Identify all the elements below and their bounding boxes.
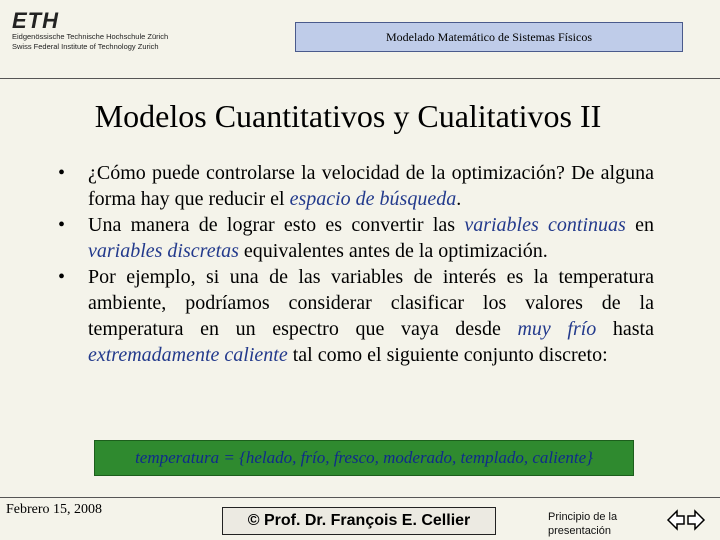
bullet-text: hasta <box>596 318 654 340</box>
slide-title: Modelos Cuantitativos y Cualitativos II <box>94 98 602 134</box>
bullet-dot: • <box>58 266 66 288</box>
bullet-dot: • <box>58 162 66 184</box>
copyright-text: © Prof. Dr. François E. Cellier <box>247 512 471 529</box>
emphasized-term: espacio de búsqueda <box>289 188 457 210</box>
footer-divider <box>0 497 720 498</box>
bullet-item <box>58 264 654 368</box>
emphasized-term: muy frío <box>517 318 597 340</box>
definition-text: temperatura = {helado, frío, fresco, moderado, templado, caliente} <box>135 448 593 467</box>
emphasized-term: variables discretas <box>88 240 239 262</box>
home-link[interactable]: Principio de la presentación <box>548 511 618 537</box>
bullet-text: Por ejemplo, si una de las variables de interés es la temperatura ambiente, podríamos considerar clasificar los valores de la temperatura en un espectro que vaya desde <box>88 266 654 340</box>
course-title-box <box>295 22 683 52</box>
bullet-text: Una manera de lograr esto es convertir las <box>88 214 465 236</box>
bullet-dot: • <box>58 214 66 236</box>
copyright-box <box>222 507 496 535</box>
eth-logo <box>12 10 192 52</box>
header-divider <box>0 78 720 79</box>
emphasized-term: extremadamente caliente <box>88 344 288 366</box>
bullet-text: en <box>625 214 654 236</box>
logo-line-en: Swiss Federal Institute of Technology Zurich <box>12 42 159 51</box>
bullet-text: equivalentes antes de la optimización. <box>238 240 548 262</box>
slide-date: Febrero 15, 2008 <box>6 502 103 517</box>
definition-box <box>94 440 634 476</box>
logo-line-de: Eidgenössische Technische Hochschule Zürich <box>12 32 169 41</box>
course-title: Modelado Matemático de Sistemas Físicos <box>386 29 592 44</box>
bullet-item <box>58 160 654 212</box>
logo-mark: ETH <box>12 8 59 33</box>
bullet-text: . <box>456 188 462 210</box>
back-forward-arrows-icon[interactable] <box>666 508 706 532</box>
bullet-item <box>58 212 654 264</box>
emphasized-term: variables continuas <box>464 214 626 236</box>
bullet-text: ¿Cómo puede controlarse la velocidad de la optimización? De alguna forma hay que reducir el <box>88 162 654 210</box>
bullet-text: tal como el siguiente conjunto discreto: <box>287 344 608 366</box>
bullet-list <box>58 160 654 368</box>
